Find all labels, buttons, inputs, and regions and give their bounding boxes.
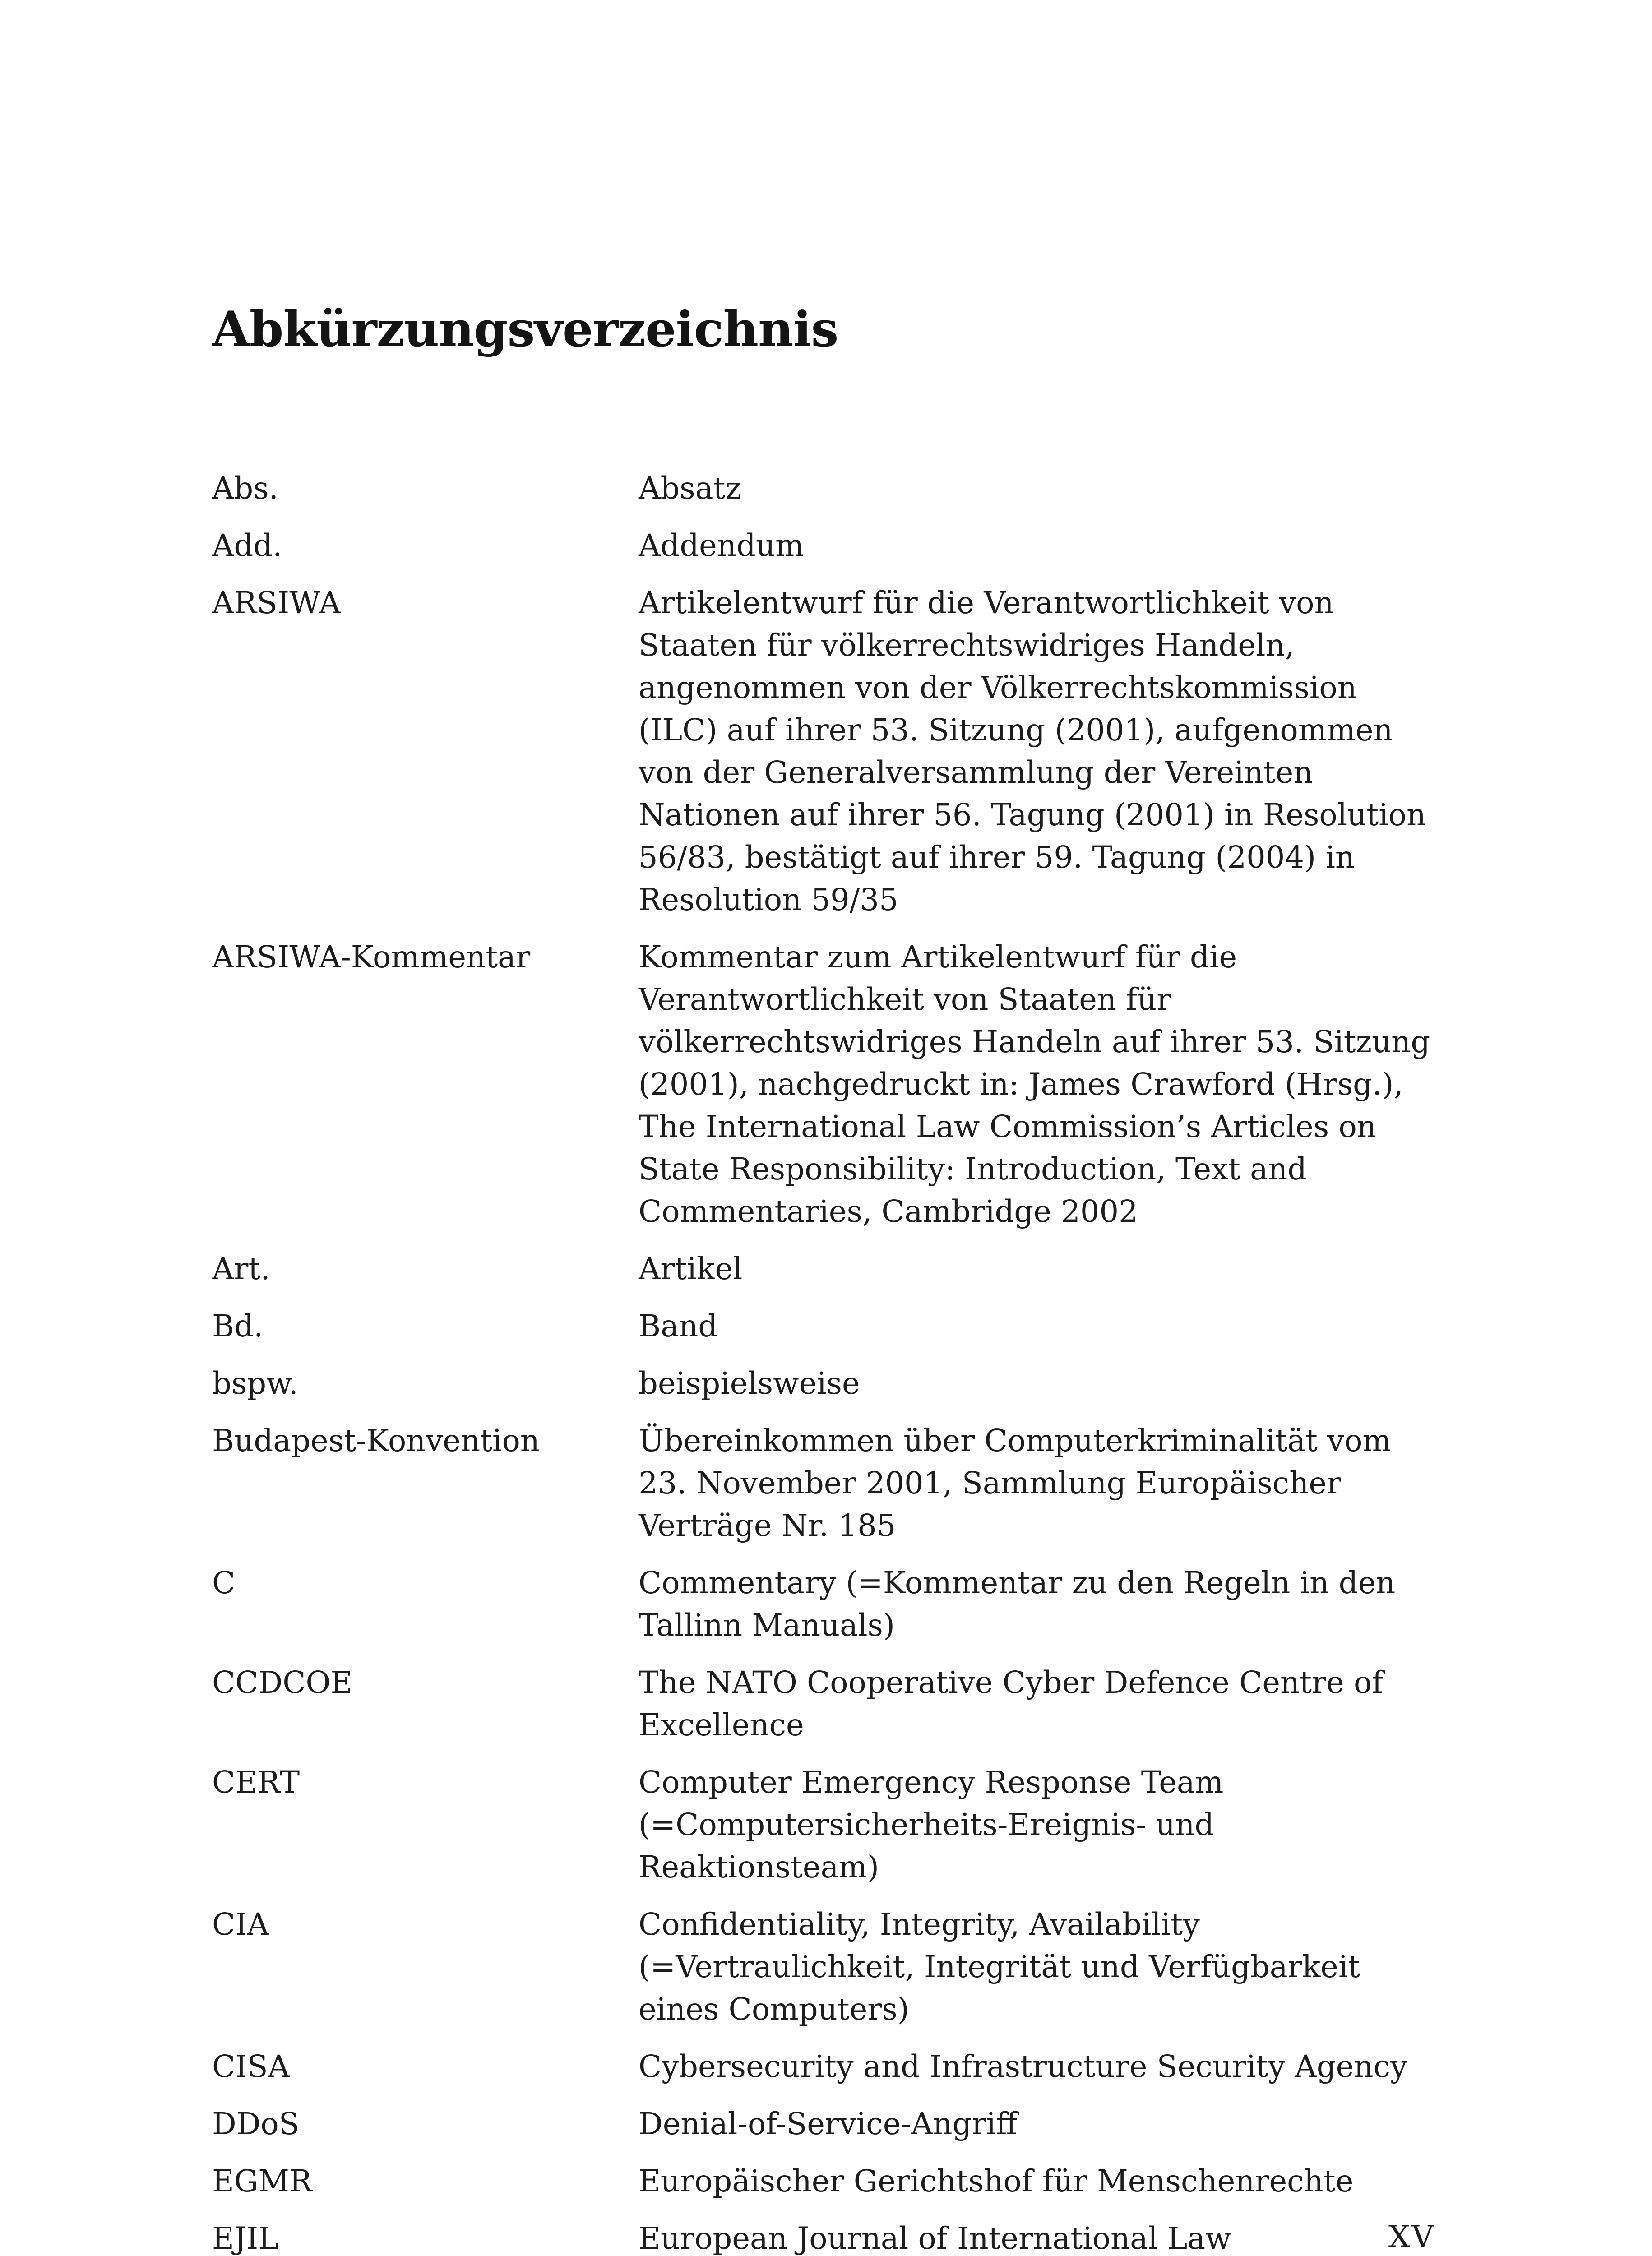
abbreviation: Abs. <box>212 471 278 506</box>
abbreviation: CCDCOE <box>212 1665 353 1700</box>
definition: Band <box>639 1308 718 1344</box>
definition: Cybersecurity and Infrastructure Security Agency <box>639 2049 1407 2084</box>
list-item <box>212 467 1444 509</box>
abbreviation-list <box>212 467 1444 2256</box>
list-item <box>212 582 1444 921</box>
abbreviation: Add. <box>212 528 282 563</box>
definition: Confidentiality, Integrity, Availability (=Vertraulichkeit, Integrität und Verfügbarkeit eines Computers) <box>639 1907 1360 2027</box>
list-item <box>212 524 1444 567</box>
list-item <box>212 2160 1444 2202</box>
abbreviation: ARSIWA-Kommentar <box>212 939 531 975</box>
abbreviation: C <box>212 1565 236 1600</box>
abbreviation: DDoS <box>212 2106 300 2141</box>
definition: Übereinkommen über Computerkriminalität vom 23. November 2001, Sammlung Europäischer Verträge Nr. 185 <box>639 1423 1391 1543</box>
page-number: XV <box>1388 2219 1435 2254</box>
abbreviation: bspw. <box>212 1366 298 1401</box>
list-item <box>212 1305 1444 1347</box>
definition: beispielsweise <box>639 1366 860 1401</box>
list-item <box>212 1248 1444 1290</box>
definition: Artikel <box>639 1251 743 1286</box>
list-item <box>212 2045 1444 2088</box>
abbreviation: CIA <box>212 1907 269 1942</box>
list-item <box>212 2103 1444 2145</box>
list-item <box>212 1562 1444 1646</box>
abbreviation: CERT <box>212 1765 300 1800</box>
abbreviation: EGMR <box>212 2164 312 2199</box>
abbreviation: CISA <box>212 2049 290 2084</box>
list-item <box>212 1362 1444 1405</box>
definition: Europäischer Gerichtshof für Menschenrechte <box>639 2164 1354 2199</box>
definition: Kommentar zum Artikelentwurf für die Verantwortlichkeit von Staaten für völkerrechtswidriges Handeln auf ihrer 53. Sitzung (2001), nachgedruckt in: James Crawford (Hrsg.), The International Law Commission’s Articles on State Responsibility: Introduction, Text and Commentaries, Cambridge 2002 <box>639 939 1430 1229</box>
list-item <box>212 936 1444 1233</box>
abbreviation: Art. <box>212 1251 270 1286</box>
list-item <box>212 1661 1444 1746</box>
abbreviation: ARSIWA <box>212 585 341 620</box>
page-title: Abkürzungsverzeichnis <box>212 301 838 358</box>
list-item <box>212 1903 1444 2030</box>
definition: Addendum <box>639 528 804 563</box>
list-item <box>212 1761 1444 1888</box>
definition: Denial-of-Service-Angriff <box>639 2106 1018 2141</box>
definition: Computer Emergency Response Team (=Computersicherheits-Ereignis- und Reaktionsteam) <box>639 1765 1224 1885</box>
abbreviation: Budapest-Konvention <box>212 1423 540 1458</box>
abbreviation: Bd. <box>212 1308 264 1344</box>
list-item <box>212 1419 1444 1547</box>
list-item <box>212 2217 1444 2256</box>
definition: Absatz <box>639 471 741 506</box>
definition: Artikelentwurf für die Verantwortlichkeit von Staaten für völkerrechtswidriges Handeln, angenommen von der Völkerrechtskommission (ILC) auf ihrer 53. Sitzung (2001), aufgenommen von der Generalversammlung der Vereinten Nationen auf ihrer 56. Tagung (2001) in Resolution 56/83, bestätigt auf ihrer 59. Tagung (2004) in Resolution 59/35 <box>639 585 1426 917</box>
definition: European Journal of International Law <box>639 2221 1231 2256</box>
abbreviation: EJIL <box>212 2221 278 2256</box>
definition: The NATO Cooperative Cyber Defence Centre of Excellence <box>639 1665 1384 1743</box>
definition: Commentary (=Kommentar zu den Regeln in den Tallinn Manuals) <box>639 1565 1396 1643</box>
